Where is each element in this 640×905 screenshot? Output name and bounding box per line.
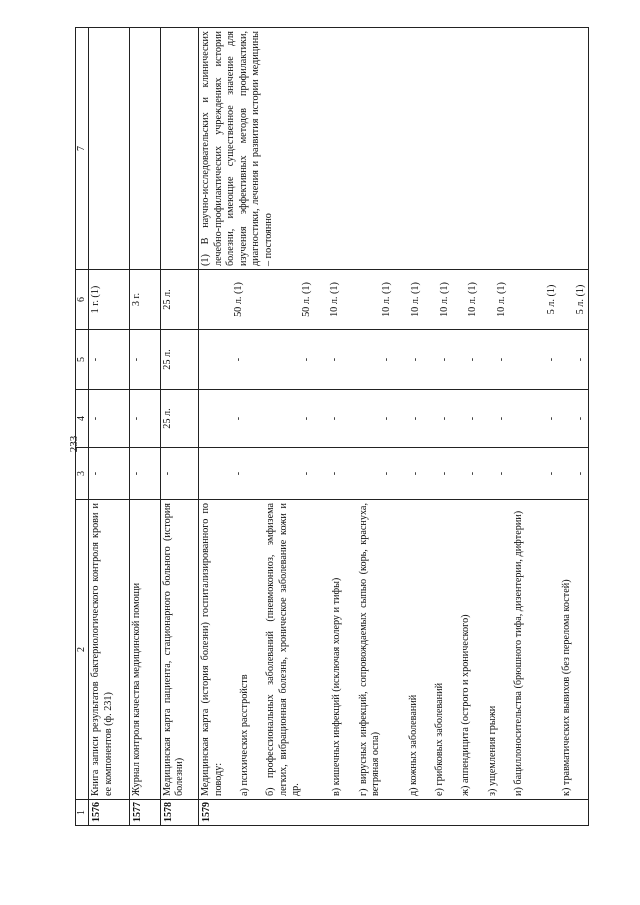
cell-col5-list bbox=[199, 330, 589, 390]
list-item: - bbox=[438, 416, 450, 421]
list-item: - bbox=[495, 357, 507, 362]
sub-item-a: а) психических расстройств bbox=[239, 674, 251, 796]
list-spacer bbox=[200, 451, 216, 496]
storage-note: (1) В научно-исследовательских и клинических лечебно-профилактических учреждениях истории болезни, имеющие существенное значение для изучения эффективных методов профилактики, диагностики, лечения и развития истории медицины – постоянно bbox=[200, 31, 274, 266]
cell-col4: - bbox=[89, 390, 130, 448]
table-row bbox=[89, 28, 130, 826]
row-number: 1579 bbox=[199, 800, 589, 826]
column-header-6: 6 bbox=[76, 270, 89, 330]
list-item: - bbox=[329, 416, 341, 421]
list-item: - bbox=[545, 416, 557, 421]
list-item: - bbox=[300, 471, 312, 476]
row-title: Журнал контроля качества медицинской помощи bbox=[129, 500, 160, 800]
row-number: 1577 bbox=[129, 800, 160, 826]
list-item: - bbox=[232, 357, 244, 362]
cell-col3: - bbox=[89, 448, 130, 500]
rotated-page bbox=[75, 28, 589, 826]
cell-col5: 25 л. bbox=[160, 330, 199, 390]
list-item: - bbox=[329, 471, 341, 476]
row-title: Книга записи результатов бактериологического контроля крови и ее компонентов (ф. 231) bbox=[89, 500, 130, 800]
row-number: 1578 bbox=[160, 800, 199, 826]
list-item: 5 л. (1) bbox=[574, 284, 586, 315]
list-item: - bbox=[467, 416, 479, 421]
cell-col6-list bbox=[199, 270, 589, 330]
cell-col5: - bbox=[89, 330, 130, 390]
column-header-7: 7 bbox=[76, 28, 89, 270]
sub-item-z: з) ущемления грыжи bbox=[486, 705, 498, 796]
list-item: - bbox=[410, 471, 422, 476]
list-item: - bbox=[381, 471, 393, 476]
cell-col4-list bbox=[199, 390, 589, 448]
document-table bbox=[75, 28, 589, 826]
list-item: - bbox=[381, 416, 393, 421]
list-item: - bbox=[232, 416, 244, 421]
column-header-2: 2 bbox=[76, 500, 89, 800]
list-item: 10 л. (1) bbox=[381, 282, 393, 317]
list-item: - bbox=[438, 471, 450, 476]
list-item: 10 л. (1) bbox=[329, 282, 341, 317]
list-item: 50 л. (1) bbox=[232, 282, 244, 317]
list-spacer bbox=[200, 393, 216, 444]
sub-item-d: д) кожных заболеваний bbox=[407, 694, 419, 796]
list-item: - bbox=[329, 357, 341, 362]
list-spacer bbox=[200, 333, 216, 386]
list-item: - bbox=[574, 471, 586, 476]
column-header-1: 1 bbox=[76, 800, 89, 826]
list-item: 10 л. (1) bbox=[467, 282, 479, 317]
cell-col6: 25 л. bbox=[160, 270, 199, 330]
page-number: 233 bbox=[68, 435, 80, 453]
cell-col4: 25 л. bbox=[160, 390, 199, 448]
list-item: - bbox=[495, 471, 507, 476]
row-title: Медицинская карта (история болезни) госпитализированного по поводу: bbox=[200, 503, 224, 796]
cell-col6: 1 г. (1) bbox=[89, 270, 130, 330]
list-item: 5 л. (1) bbox=[545, 284, 557, 315]
cell-col3-list bbox=[199, 448, 589, 500]
column-header-4: 4 bbox=[76, 390, 89, 448]
sub-item-i: и) бациллоносительства (брюшного тифа, дизентерии, дифтерии) bbox=[512, 510, 524, 796]
list-item: - bbox=[545, 357, 557, 362]
table-row bbox=[160, 28, 199, 826]
sub-item-k: к) травматических вывихов (без перелома костей) bbox=[560, 579, 572, 796]
list-item: - bbox=[232, 471, 244, 476]
sub-item-b: б) профессиональных заболеваний (пневмокониоз, эмфизема легких, вибрационная болезнь, хроническое заболевание кожи и др. bbox=[265, 503, 302, 796]
list-item: - bbox=[438, 357, 450, 362]
list-item: 50 л. (1) bbox=[300, 282, 312, 317]
sub-item-g: г) вирусных инфекций, сопровождаемых сыпью (корь, краснуха, ветряная оспа) bbox=[357, 503, 382, 796]
cell-col7-note bbox=[199, 28, 589, 270]
list-item: - bbox=[381, 357, 393, 362]
cell-col4: - bbox=[129, 390, 160, 448]
sub-item-e: е) грибковых заболеваний bbox=[433, 682, 445, 796]
cell-col7 bbox=[89, 28, 130, 270]
list-item: - bbox=[495, 416, 507, 421]
row-title-list bbox=[199, 500, 589, 800]
row-number: 1576 bbox=[89, 800, 130, 826]
cell-col5: - bbox=[129, 330, 160, 390]
cell-col3: - bbox=[129, 448, 160, 500]
table-row-1579 bbox=[199, 28, 589, 826]
list-spacer bbox=[200, 273, 216, 326]
cell-col6: 3 г. bbox=[129, 270, 160, 330]
cell-col7 bbox=[160, 28, 199, 270]
list-item: 10 л. (1) bbox=[495, 282, 507, 317]
sub-item-zh: ж) аппендицита (острого и хронического) bbox=[460, 614, 472, 796]
sub-item-v: в) кишечных инфекций (исключая холеру и тифы) bbox=[331, 577, 343, 796]
list-item: - bbox=[300, 357, 312, 362]
table-row bbox=[129, 28, 160, 826]
list-item: - bbox=[410, 416, 422, 421]
records-table bbox=[75, 27, 589, 826]
list-item: - bbox=[574, 357, 586, 362]
column-header-3: 3 bbox=[76, 448, 89, 500]
column-header-5: 5 bbox=[76, 330, 89, 390]
list-item: - bbox=[545, 471, 557, 476]
cell-col7 bbox=[129, 28, 160, 270]
list-item: - bbox=[300, 416, 312, 421]
column-number-row bbox=[76, 28, 89, 826]
list-item: - bbox=[574, 416, 586, 421]
list-item: - bbox=[467, 357, 479, 362]
cell-col3: - bbox=[160, 448, 199, 500]
row-title: Медицинская карта пациента, стационарного больного (история болезни) bbox=[160, 500, 199, 800]
list-item: - bbox=[467, 471, 479, 476]
list-item: 10 л. (1) bbox=[438, 282, 450, 317]
list-item: 10 л. (1) bbox=[410, 282, 422, 317]
list-item: - bbox=[410, 357, 422, 362]
